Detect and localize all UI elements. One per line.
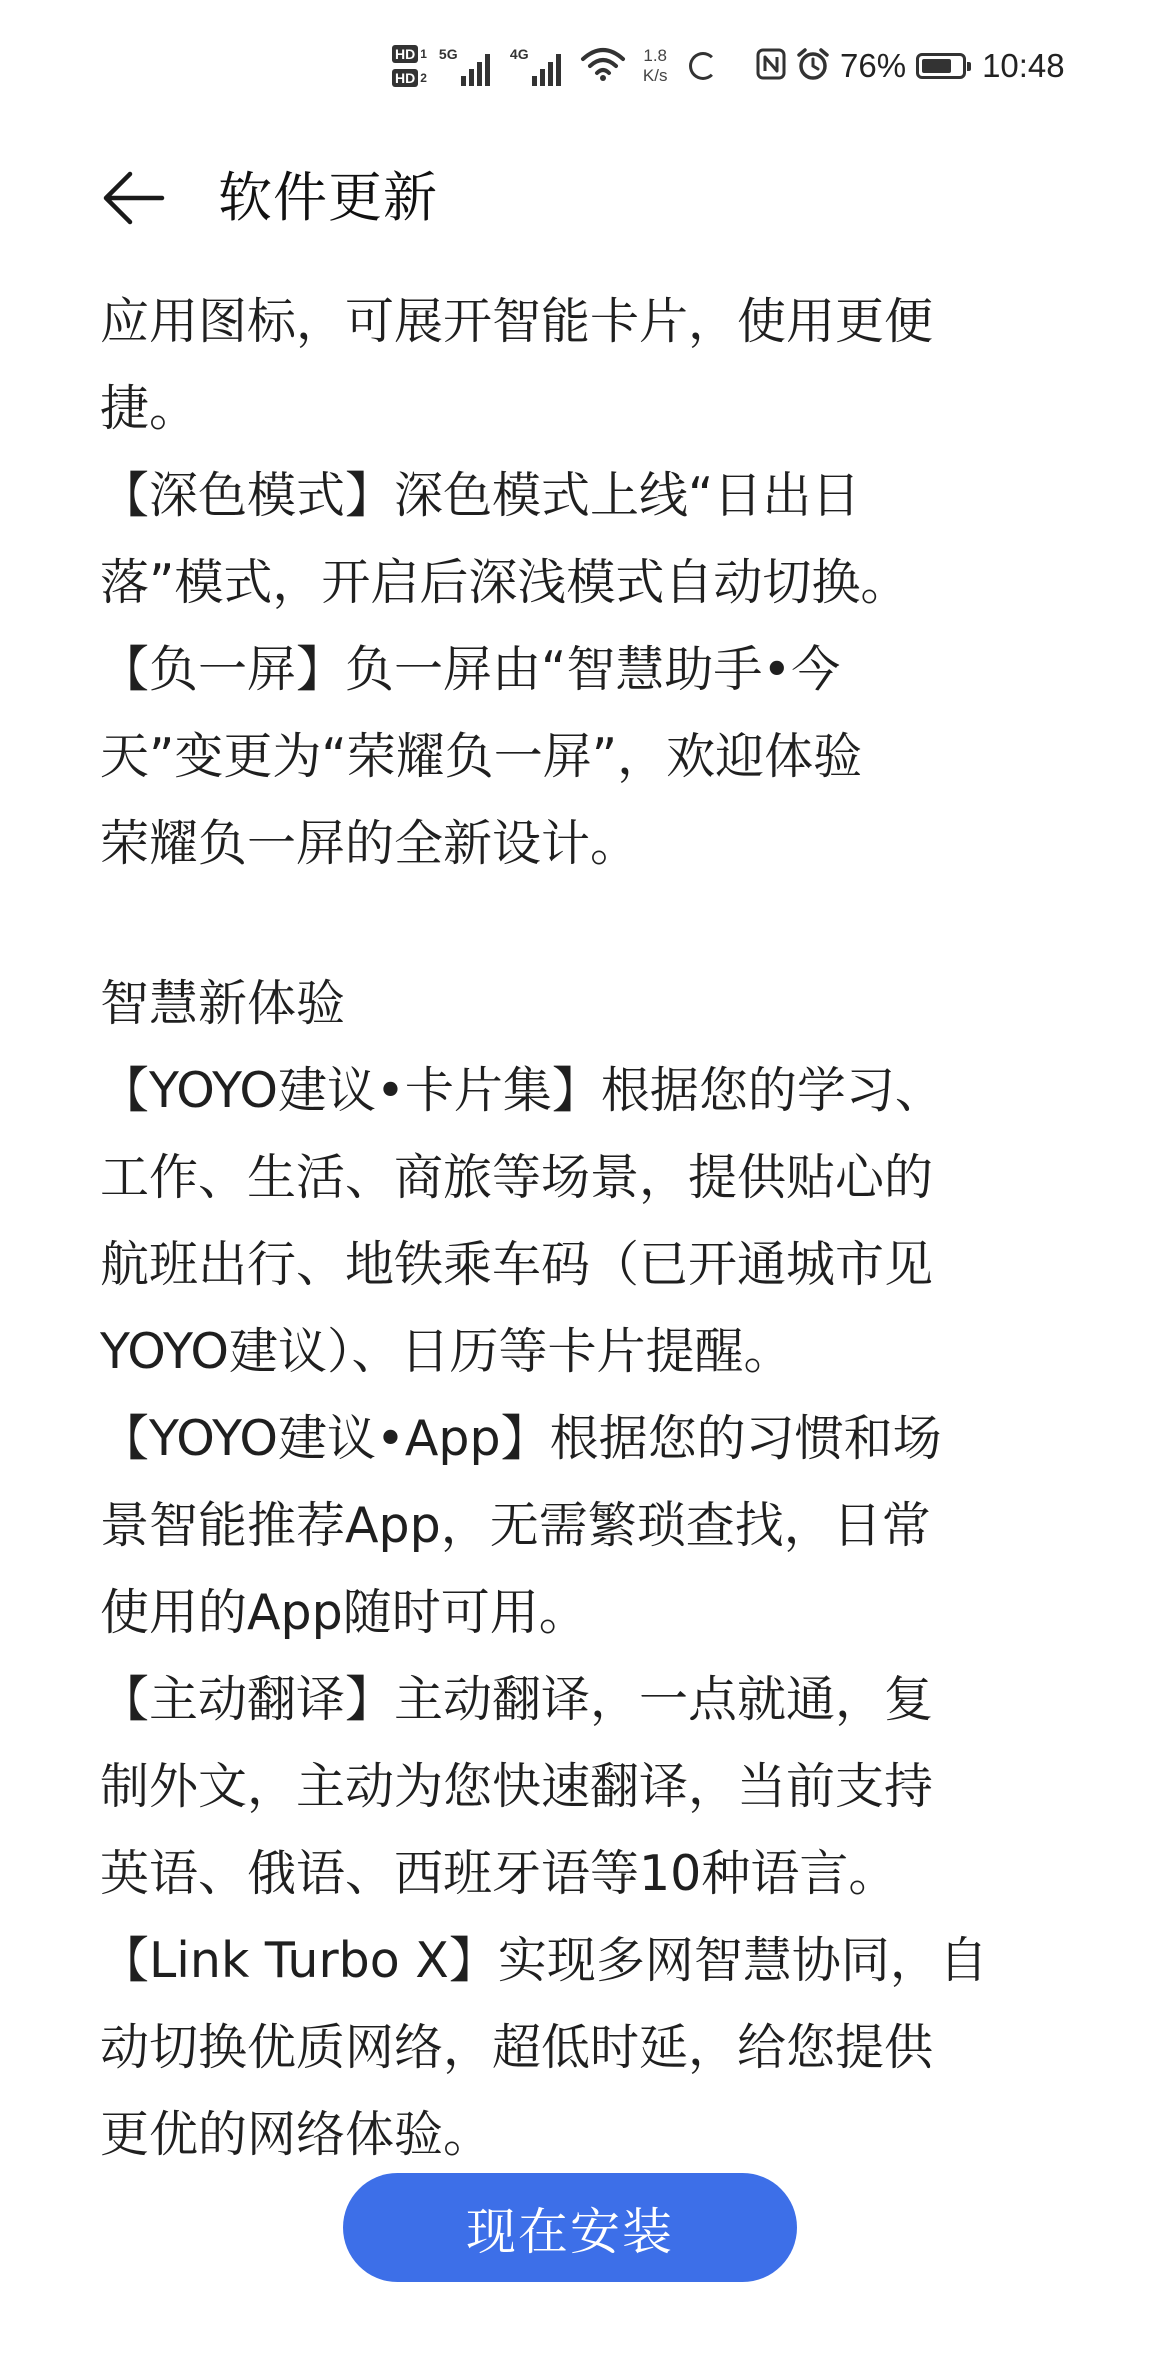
hd-number: 1 bbox=[420, 47, 427, 61]
status-bar bbox=[0, 0, 1152, 130]
network-speed-value: 1.8 bbox=[643, 46, 668, 65]
release-note-paragraph: 【YOYO建议•App】根据您的习惯和场 景智能推荐App，无需繁琐查找，日常 使用的App随时可用。 bbox=[100, 1410, 942, 1641]
hd-number: 2 bbox=[420, 71, 427, 85]
network-type-label: 5G bbox=[438, 46, 458, 62]
status-bar-right bbox=[756, 28, 1065, 104]
nfc-icon bbox=[756, 48, 786, 84]
back-arrow-icon bbox=[102, 170, 166, 226]
signal-icon bbox=[510, 46, 561, 86]
release-note-paragraph: 【主动翻译】主动翻译，一点就通，复 制外文，主动为您快速翻译，当前支持 英语、俄语、西班牙语等10种语言。 bbox=[100, 1671, 934, 1902]
loading-icon bbox=[689, 52, 717, 80]
section-heading: 智慧新体验 bbox=[100, 975, 346, 1032]
release-notes-scroll[interactable] bbox=[100, 278, 1050, 2163]
signal-icon bbox=[439, 46, 490, 86]
page-title: 软件更新 bbox=[218, 166, 438, 229]
release-note-paragraph: 【YOYO建议•卡片集】根据您的学习、 工作、生活、商旅等场景，提供贴心的 航班出行、地铁乘车码（已开通城市见 YOYO建议）、日历等卡片提醒。 bbox=[100, 1062, 944, 1380]
release-note-paragraph: 【Link Turbo X】实现多网智慧协同，自 动切换优质网络，超低时延，给您提供 更优的网络体验。 bbox=[100, 1932, 988, 2163]
battery-level-fill bbox=[922, 59, 951, 73]
hd-label: HD bbox=[392, 69, 418, 87]
network-speed bbox=[643, 46, 668, 86]
network-speed-unit: K/s bbox=[642, 66, 668, 85]
release-note-paragraph: 应用图标，可展开智能卡片，使用更便 捷。 bbox=[100, 293, 934, 437]
battery-icon bbox=[916, 53, 966, 79]
hd-badge-icon bbox=[392, 45, 427, 87]
network-type-label: 4G bbox=[509, 46, 529, 62]
install-now-button[interactable]: 现在安装 bbox=[343, 2173, 797, 2282]
alarm-icon bbox=[796, 47, 830, 85]
release-note-paragraph: 【负一屏】负一屏由“智慧助手•今 天”变更为“荣耀负一屏”，欢迎体验 荣耀负一屏的全新设计。 bbox=[100, 641, 863, 872]
back-button[interactable] bbox=[98, 162, 170, 234]
wifi-icon bbox=[581, 47, 625, 85]
battery-percent: 76% bbox=[840, 47, 907, 84]
status-bar-left bbox=[392, 28, 717, 104]
app-header bbox=[0, 140, 1152, 250]
section-spacer bbox=[100, 887, 1050, 960]
release-note-paragraph: 【深色模式】深色模式上线“日出日 落”模式，开启后深浅模式自动切换。 bbox=[100, 467, 910, 611]
hd-label: HD bbox=[392, 45, 418, 63]
status-time: 10:48 bbox=[982, 47, 1065, 84]
